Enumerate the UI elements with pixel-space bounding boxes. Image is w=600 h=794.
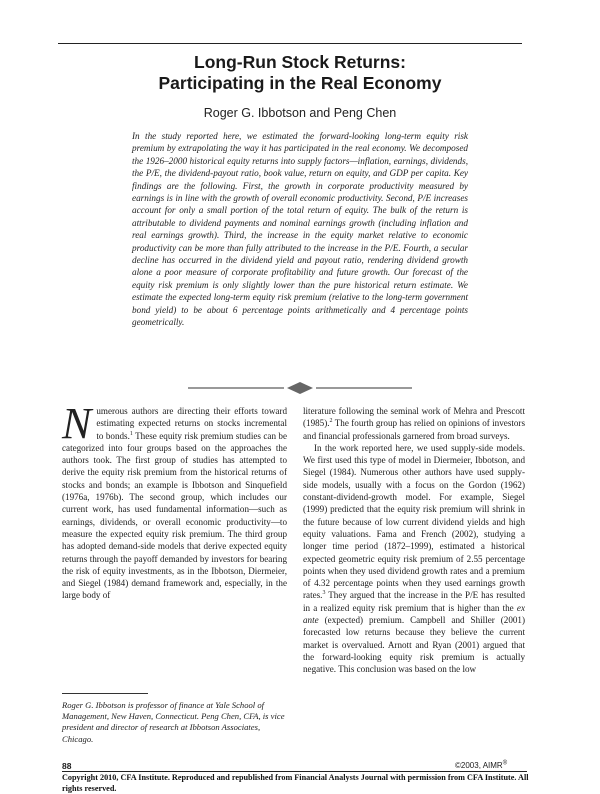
republication-notice: Copyright 2010, CFA Institute. Reproduced and republished from Financial Analysts Journal with permission from CFA Institute. All rights reserved. — [62, 773, 529, 793]
abstract: In the study reported here, we estimated the forward-looking long-term equity risk premium by extrapolating the way it has participated in the real economy. We decomposed the 1926–2000 historical equity returns into supply factors—inflation, earnings, dividends, the P/E, the dividend-payout ratio, book value, return on equity, and GDP per capita. Key findings are the following. First, the growth in corporate productivity measured by earnings is in line with the growth of overall economic productivity. Second, P/E increases account for only a small portion of the total return of equity. The bulk of the return is attributable to dividend payments and nominal earnings growth (including inflation and real earnings growth). Third, the increase in the equity market relative to economic productivity can be more than fully attributed to the increase in the P/E. Fourth, a secular decline has occurred in the dividend yield and payout ratio, rendering dividend growth alone a poor measure of corporate profitability and future growth. Our forecast of the equity risk premium is only slightly lower than the pure historical return estimate. We estimate the expected long-term equity risk premium (relative to the long-term government bond yield) to be about 6 percentage points arithmetically and 4 percentage points geometrically. — [132, 131, 468, 328]
body-column-left — [62, 399, 287, 602]
footnote-rule — [62, 693, 148, 694]
footnote-ref: 2 — [329, 418, 333, 425]
author-byline: Roger G. Ibbotson and Peng Chen — [203, 106, 397, 120]
body-column-right — [303, 405, 525, 676]
footnote-ref: 1 — [129, 430, 133, 437]
article-title — [0, 52, 600, 94]
author-affiliation: Roger G. Ibbotson is professor of finance at Yale School of Management, New Haven, Connecticut. Peng Chen, CFA, is vice president and director of research at Ibbotson Associates, Chicago. — [62, 700, 285, 744]
body-paragraph: literature following the seminal work of Mehra and Prescott (1985).$^2$ The fourth group has relied on opinions of investors and financial professionals garnered from broad surveys. — [303, 406, 525, 441]
page-number: 88 — [62, 761, 72, 771]
section-divider-ornament — [188, 381, 412, 395]
title-line-2: Participating in the Real Economy — [158, 73, 442, 93]
journal-copyright: ©2003, AIMR® — [455, 760, 508, 770]
title-line-1: Long-Run Stock Returns: — [194, 52, 406, 72]
body-paragraph: In the work reported here, we used supply-side models. We first used this type of model in Diermeier, Ibbotson, and Siegel (1984). Numerous other authors have used supply-side models, usually with a focus on the Gordon (1962) constant-dividend-growth model. For example, Siegel (1999) predicted that the equity risk premium will shrink in the future because of low current dividend yields and high equity valuations. Fama and French (2002), studying a longer time period (1872–1999), estimated a historical expected geometric equity risk premium of 2.55 percentage points when they used dividend growth rates and a premium of 4.32 percentage points when they used earnings growth rates.$^3$ They argued that the increase in the P/E has resulted in a realized equity risk premium that is higher than the ex ante (expected) premium. Campbell and Shiller (2001) forecasted low returns because they believe the current market is overvalued. Arnott and Ryan (2001) argued that the forward-looking equity risk premium is actually negative. This conclusion was based on the low — [303, 442, 525, 675]
drop-cap: N — [62, 399, 92, 448]
diamond-ornament — [287, 382, 313, 394]
body-paragraph: Numerous authors are directing their efforts toward estimating expected returns on stocks incremental to bonds.$^1$ These equity risk premium studies can be categorized into four groups based on the approaches the authors took. The first group of studies has attempted to derive the equity risk premium from the historical returns of stocks and bonds; an example is Ibbotson and Sinquefield (1976a, 1976b). The second group, which includes our current work, has used fundamental information—such as earnings, dividends, or overall economic productivity—to measure the expected equity risk premium. The third group has adopted demand-side models that derive expected equity returns through the payoff demanded by investors for bearing the risk of equity investments, as in the Ibbotson, Diermeier, and Siegel (1984) demand framework and, especially, in the large body of — [62, 399, 287, 601]
footnote-ref: 3 — [322, 590, 326, 597]
top-rule — [58, 43, 522, 44]
bottom-rule — [62, 771, 527, 772]
